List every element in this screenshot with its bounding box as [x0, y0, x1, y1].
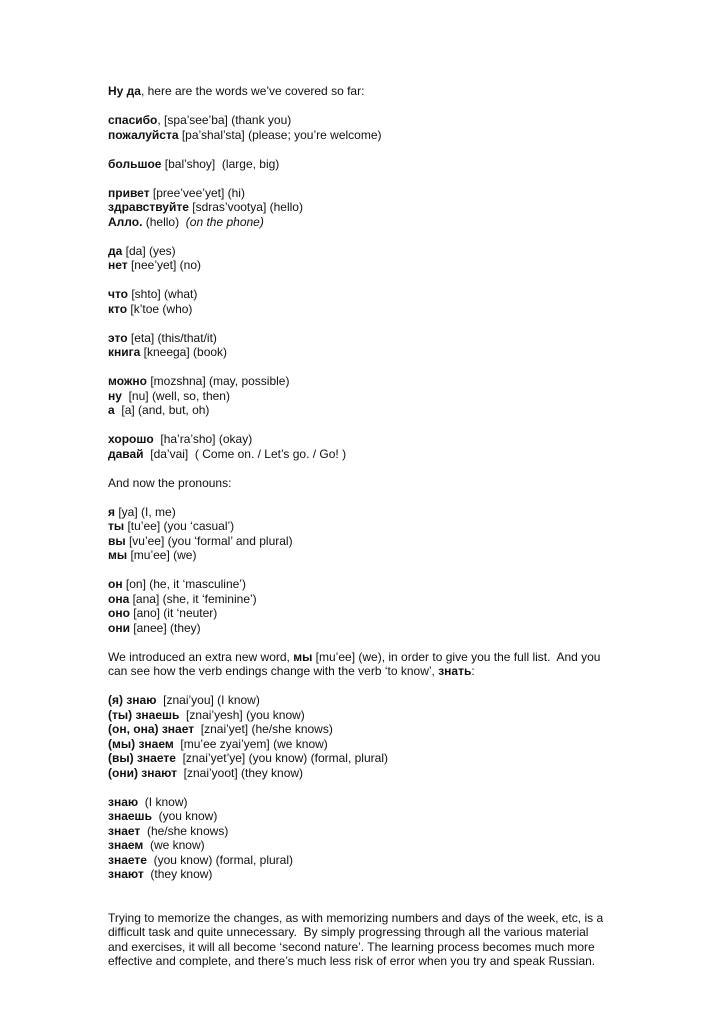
translation: [znai’yet’ye] (you know) (formal, plural)	[175, 751, 388, 765]
translation: (hello)	[142, 214, 186, 229]
vocab-entry	[108, 374, 628, 389]
conjugation-full-list	[108, 693, 628, 780]
russian-word: хорошо	[108, 432, 154, 446]
russian-word: привет	[108, 185, 150, 200]
russian-word: это	[108, 330, 128, 345]
translation: (they know)	[143, 867, 213, 881]
translation: [a] (and, but, oh)	[114, 403, 210, 417]
text: :	[471, 664, 475, 678]
vocab-entry	[108, 751, 628, 766]
vocab-entry	[108, 519, 628, 534]
translation: [mu’ee] (we)	[127, 548, 197, 562]
russian-word: (ты) знаешь	[108, 707, 180, 722]
translation: [ana] (she, it ‘feminine’)	[129, 591, 257, 606]
translation: , [spa’see’ba] (thank you)	[157, 113, 292, 127]
translation: (I know)	[138, 794, 188, 809]
translation: [vu’ee] (you ‘formal’ and plural)	[125, 533, 293, 548]
russian-word: пожалуйста	[108, 127, 179, 142]
vocab-entry	[108, 331, 628, 346]
vocab-entry	[108, 795, 628, 810]
vocab-entry	[108, 824, 628, 839]
note: (on the phone)	[185, 214, 264, 229]
extra-paragraph-line-1	[108, 650, 628, 665]
closing-line: effective and complete, and there’s much less risk of error when you try and speak Russian.	[108, 954, 596, 968]
translation: [k’toe (who)	[127, 301, 193, 316]
russian-word: а	[108, 403, 115, 417]
translation: [ya] (I, me)	[115, 504, 176, 519]
vocab-entry	[108, 577, 628, 592]
russian-word: да	[108, 243, 123, 258]
intro-bold: Ну да	[108, 84, 141, 98]
russian-word: книга	[108, 345, 141, 359]
translation: (you know) (formal, plural)	[146, 852, 293, 867]
bold-word: знать	[438, 664, 472, 678]
translation: [pree’vee’yet] (hi)	[149, 185, 245, 200]
translation: [mu’ee zyai’yem] (we know)	[173, 736, 328, 751]
vocab-entry	[108, 403, 628, 418]
russian-word: (они) знают	[108, 765, 177, 780]
russian-word: давай	[108, 446, 144, 461]
russian-word: знаю	[108, 794, 139, 809]
russian-word: он	[108, 577, 123, 591]
translation: [anee] (they)	[129, 620, 201, 635]
translation: (he/she knows)	[140, 823, 229, 838]
russian-word: (вы) знаете	[108, 751, 176, 765]
translation: [znai’yet] (he/she knows)	[194, 722, 333, 736]
vocab-entry	[108, 128, 628, 143]
vocab-entry	[108, 621, 628, 636]
vocab-entry	[108, 157, 628, 172]
russian-word: ну	[108, 388, 122, 403]
russian-word: можно	[108, 374, 147, 388]
text: [mu’ee] (we), in order to give you the full list. And you	[312, 649, 601, 664]
closing-paragraph	[108, 911, 628, 969]
russian-word: здравствуйте	[108, 200, 189, 214]
vocab-entry	[108, 534, 628, 549]
russian-word: (мы) знаем	[108, 736, 174, 751]
translation: [pa’shal’sta] (please; you’re welcome)	[178, 127, 382, 142]
vocab-entry	[108, 258, 628, 273]
vocab-entry	[108, 853, 628, 868]
translation: [eta] (this/that/it)	[127, 330, 217, 345]
closing-line: and exercises, it will all become ‘second nature’. The learning process becomes much more	[108, 939, 595, 954]
vocab-entry	[108, 693, 628, 708]
vocab-entry	[108, 302, 628, 317]
russian-word: я	[108, 504, 116, 519]
vocab-entry	[108, 432, 628, 447]
russian-word: спасибо	[108, 113, 158, 127]
translation: [da’vai] ( Come on. / Let’s go. / Go! )	[143, 446, 347, 461]
vocab-entry	[108, 505, 628, 520]
russian-word: знаете	[108, 852, 147, 867]
vocabulary-list	[108, 113, 628, 476]
closing-line: Trying to memorize the changes, as with memorizing numbers and days of the week, etc, is a	[108, 910, 604, 925]
russian-word: знает	[108, 823, 141, 838]
vocab-entry	[108, 606, 628, 621]
translation: [nee’yet] (no)	[127, 258, 202, 272]
translation: [znai’yesh] (you know)	[179, 707, 305, 722]
vocab-entry	[108, 708, 628, 723]
russian-word: ты	[108, 519, 125, 533]
translation: (we know)	[143, 838, 205, 852]
text: can see how the verb endings change with the verb ‘to know’,	[108, 664, 439, 678]
vocab-entry	[108, 345, 628, 360]
vocab-entry	[108, 113, 628, 128]
russian-word: знаем	[108, 838, 144, 852]
vocab-entry	[108, 809, 628, 824]
text: We introduced an extra new word,	[108, 649, 294, 664]
translation: [shto] (what)	[128, 287, 198, 301]
translation: [sdras’vootya] (hello)	[188, 200, 303, 214]
extra-paragraph-line-2	[108, 664, 628, 679]
russian-word: знаешь	[108, 809, 152, 823]
vocab-entry	[108, 389, 628, 404]
pronoun-list	[108, 505, 628, 650]
translation: [ha’ra’sho] (okay)	[153, 432, 253, 446]
pronouns-heading: And now the pronouns:	[108, 475, 232, 490]
vocab-entry	[108, 548, 628, 563]
translation: [mozshna] (may, possible)	[146, 374, 290, 388]
translation: (you know)	[151, 809, 218, 823]
vocab-entry	[108, 838, 628, 853]
vocab-entry	[108, 287, 628, 302]
translation: [ano] (it ‘neuter)	[129, 606, 218, 620]
russian-word: знают	[108, 867, 144, 881]
vocab-entry	[108, 722, 628, 737]
russian-word: они	[108, 620, 130, 635]
translation: [znai’you] (I know)	[156, 693, 260, 707]
russian-word: она	[108, 591, 130, 606]
russian-word: (я) знаю	[108, 693, 157, 707]
vocab-entry	[108, 447, 628, 462]
vocab-entry	[108, 766, 628, 781]
translation: [da] (yes)	[122, 243, 176, 258]
russian-word: кто	[108, 301, 128, 316]
translation: [bal’shoy] (large, big)	[161, 156, 280, 171]
translation: [on] (he, it ‘masculine’)	[122, 577, 246, 591]
vocab-entry	[108, 244, 628, 259]
intro-text: , here are the words we’ve covered so far:	[140, 84, 365, 98]
russian-word: что	[108, 287, 129, 301]
russian-word: большое	[108, 156, 162, 171]
vocab-entry	[108, 737, 628, 752]
vocab-entry	[108, 200, 628, 215]
translation: [znai’yoot] (they know)	[177, 765, 304, 780]
translation: [kneega] (book)	[140, 345, 228, 359]
russian-word: (он, она) знает	[108, 722, 195, 736]
russian-word: мы	[108, 548, 128, 562]
bold-word: мы	[293, 649, 313, 664]
vocab-entry	[108, 215, 628, 230]
intro-line	[108, 84, 628, 99]
russian-word: нет	[108, 258, 128, 272]
russian-word: вы	[108, 533, 126, 548]
vocab-entry	[108, 592, 628, 607]
russian-word: оно	[108, 606, 130, 620]
closing-line: difficult task and quite unnecessary. By simply progressing through all the various material	[108, 925, 589, 939]
vocab-entry	[108, 867, 628, 882]
russian-word: Алло.	[108, 214, 143, 229]
vocab-entry	[108, 186, 628, 201]
conjugation-short-list	[108, 795, 628, 882]
document-page	[108, 84, 628, 969]
translation: [nu] (well, so, then)	[121, 388, 230, 403]
translation: [tu’ee] (you ‘casual’)	[124, 519, 235, 533]
